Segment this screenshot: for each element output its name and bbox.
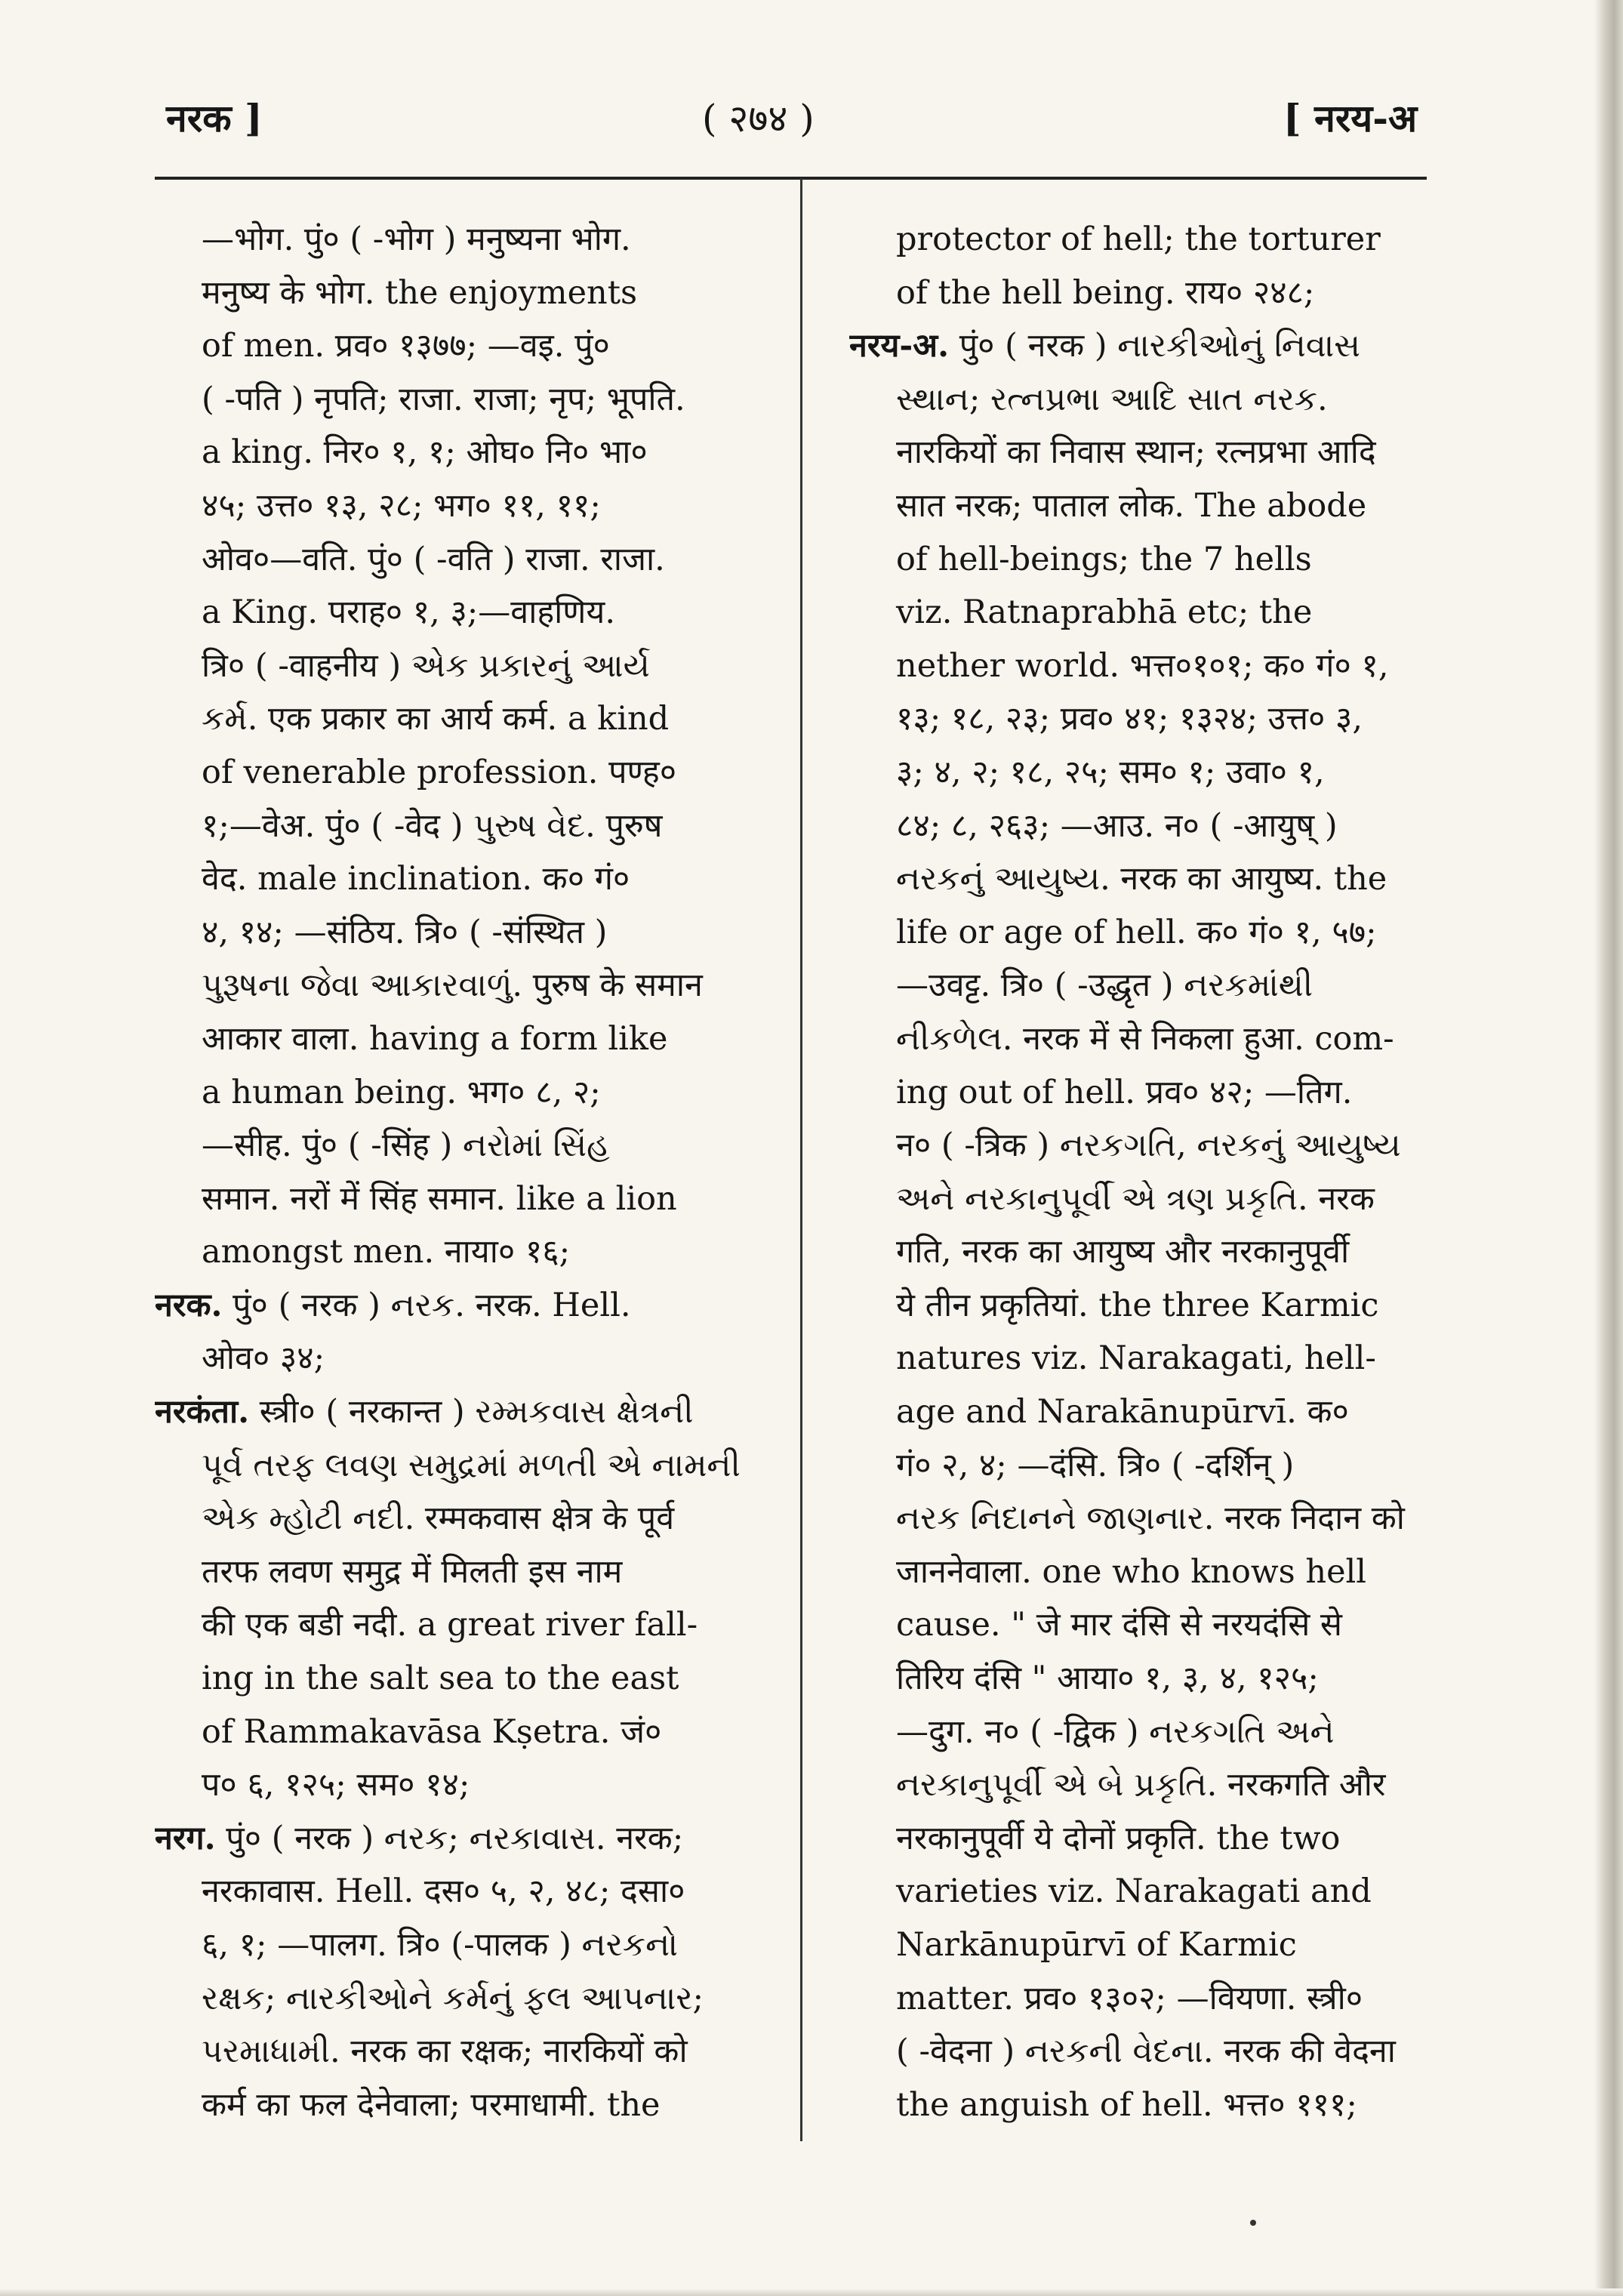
page-number: ( २७४ ) bbox=[702, 97, 815, 140]
page-header bbox=[0, 85, 1623, 153]
entry-text-line: ing out of hell. प्रव० ४२; —तिग. bbox=[896, 1073, 1353, 1111]
right-column bbox=[849, 213, 1482, 2131]
ink-speck bbox=[1250, 2220, 1256, 2226]
entry-text-line: amongst men. नाया० १६; bbox=[202, 1233, 571, 1271]
entry-text-line: the anguish of hell. भत्त० १११; bbox=[896, 2085, 1357, 2124]
entry-text-line: ४५; उत्त० १३, २८; भग० ११, ११; bbox=[202, 486, 601, 525]
entry-headword-line: नरक. पुं० ( नरक ) નરક. नरक. Hell. bbox=[155, 1286, 631, 1324]
headword: नरय-अ. bbox=[849, 327, 950, 365]
entry-text-line: तिरिय दंसि " आया० १, ३, ४, १२५; bbox=[896, 1660, 1319, 1698]
entry-text-line: નરક નિદાનને જાણનાર. नरक निदान को bbox=[896, 1499, 1405, 1538]
header-left-guideword: नरक ] bbox=[166, 96, 263, 140]
entry-text-line: १;—वेअ. पुं० ( -वेद ) પુરુષ વેદ. पुरुष bbox=[202, 806, 663, 845]
entry-text-line: કર્મ. एक प्रकार का आर्य कर्म. a kind bbox=[202, 700, 670, 738]
entry-text-line: कर्म का फल देनेवाला; परमाधामी. the bbox=[202, 2085, 661, 2124]
entry-text-line: of the hell being. राय० २४८; bbox=[896, 273, 1315, 312]
entry-text-line: of hell-beings; the 7 hells bbox=[896, 540, 1312, 578]
entry-text-line: of Rammakavāsa Kṣetra. जं० bbox=[202, 1712, 662, 1751]
entry-text-line: life or age of hell. क० गं० १, ५७; bbox=[896, 913, 1377, 951]
entry-text-line: એક મ્હોટી નદી. रम्मकवास क्षेत्र के पूर्व bbox=[202, 1499, 675, 1538]
entry-text-line: સ્થાન; રત્નપ્રભા આદિ સાત નરક. bbox=[896, 380, 1328, 418]
entry-text-line: —दुग. न० ( -द्विक ) નરકગતિ અને bbox=[896, 1712, 1335, 1751]
entry-text-line: १३; १८, २३; प्रव० ४१; १३२४; उत्त० ३, bbox=[896, 700, 1363, 738]
entry-text-line: आकार वाला. having a form like bbox=[202, 1019, 668, 1058]
entry-text-line: तरफ लवण समुद्र में मिलती इस नाम bbox=[202, 1552, 623, 1591]
entry-text-line: ( -वेदना ) નરકની વેદના. नरक की वेदना bbox=[896, 2032, 1396, 2071]
entry-text-line: ६, १; —पालग. त्रि० (-पालक ) નરકનો bbox=[202, 1926, 678, 1964]
entry-text-line: जाननेवाला. one who knows hell bbox=[896, 1552, 1367, 1591]
entry-headword-line: नरग. पुं० ( नरक ) નરક; નરકાવાસ. नरक; bbox=[155, 1819, 684, 1857]
entry-text-line: age and Narakānupūrvī. क० bbox=[896, 1393, 1349, 1432]
header-rule bbox=[155, 177, 1427, 180]
entry-text-line: a King. पराह० १, ३;—वाहणिय. bbox=[202, 593, 616, 632]
entry-text-line: मनुष्य के भोग. the enjoyments bbox=[202, 273, 638, 312]
entry-text-line: of men. प्रव० १३७७; —वइ. पुं० bbox=[202, 327, 610, 365]
entry-text-line: सात नरक; पाताल लोक. The abode bbox=[896, 486, 1367, 525]
entry-text-line: न० ( -त्रिक ) નરકગતિ, નરકનું આયુષ્ય bbox=[896, 1126, 1401, 1165]
left-column bbox=[155, 213, 787, 2131]
entry-headword-line: नरकंता. स्त्री० ( नरकान्त ) રમ્મકવાસ ક્ષેત્રની bbox=[155, 1393, 694, 1432]
entry-text-line: nether world. भत्त०१०१; क० गं० १, bbox=[896, 646, 1389, 685]
entry-text-line: समान. नरों में सिंह समान. like a lion bbox=[202, 1179, 677, 1218]
entry-text-line: प० ६, १२५; सम० १४; bbox=[202, 1766, 470, 1804]
column-divider bbox=[800, 178, 802, 2141]
headword: नरकंता. bbox=[155, 1393, 250, 1432]
entry-text-line: નરકનું આયુષ્ય. नरक का आयुष्य. the bbox=[896, 860, 1387, 898]
entry-text-line: રક્ષક; નારકીઓને કર્મનું ફલ આપનાર; bbox=[202, 1979, 704, 2017]
entry-text-line: ओव० ३४; bbox=[202, 1339, 325, 1378]
entry-text-line: cause. " जे मार दंसि से नरयदंसि से bbox=[896, 1606, 1343, 1644]
entry-text-line: of venerable profession. पण्ह० bbox=[202, 753, 677, 791]
entry-text-line: ओव०—वति. पुं० ( -वति ) राजा. राजा. bbox=[202, 540, 665, 578]
entry-text-line: ( -पति ) नृपति; राजा. राजा; नृप; भूपति. bbox=[202, 380, 685, 418]
entry-text-line: नारकियों का निवास स्थान; रत्नप्रभा आदि bbox=[896, 433, 1376, 472]
headword: नरक. bbox=[155, 1286, 223, 1324]
header-right-guideword: [ नरय-अ bbox=[1283, 96, 1418, 140]
entry-text-line: natures viz. Narakagati, hell- bbox=[896, 1339, 1376, 1378]
page-bottom-edge bbox=[0, 2288, 1623, 2296]
entry-text-line: नरकानुपूर्वी ये दोनों प्रकृति. the two bbox=[896, 1819, 1341, 1857]
entry-text-line: ing in the salt sea to the east bbox=[202, 1660, 679, 1698]
entry-text-line: —उवट्ट. त्रि० ( -उद्धृत ) નરકમાંથી bbox=[896, 966, 1313, 1005]
entry-text-line: गति, नरक का आयुष्य और नरकानुपूर्वी bbox=[896, 1233, 1350, 1271]
entry-text-line: त्रि० ( -वाहनीय ) એક પ્રકારનું આર્ય bbox=[202, 646, 650, 685]
entry-text-line: —सीह. पुं० ( -सिंह ) નરોમાં સિંહ bbox=[202, 1126, 610, 1165]
entry-text-line: —भोग. पुं० ( -भोग ) मनुष्यना भोग. bbox=[202, 220, 631, 258]
entry-text-line: matter. प्रव० १३०२; —वियणा. स्त्री० bbox=[896, 1979, 1363, 2017]
entry-text-line: गं० २, ४; —दंसि. त्रि० ( -दर्शिन् ) bbox=[896, 1446, 1295, 1484]
entry-text-line: પુરૂષના જેવા આકારવાળું. पुरुष के समान bbox=[202, 966, 703, 1005]
entry-text-line: varieties viz. Narakagati and bbox=[896, 1872, 1372, 1911]
headword: नरग. bbox=[155, 1819, 216, 1857]
entry-text-line: a king. निर० १, १; ओघ० नि० भा० bbox=[202, 433, 648, 472]
entry-text-line: ये तीन प्रकृतियां. the three Karmic bbox=[896, 1286, 1379, 1324]
entry-text-line: नरकावास. Hell. दस० ५, २, ४८; दसा० bbox=[202, 1872, 685, 1911]
entry-text-line: પરમાધામી. नरक का रक्षक; नारकियों को bbox=[202, 2032, 688, 2071]
entry-text-line: નીકળેલ. नरक में से निकला हुआ. com- bbox=[896, 1019, 1394, 1058]
entry-text-line: ४, १४; —संठिय. त्रि० ( -संस्थित ) bbox=[202, 913, 608, 951]
entry-text-line: वेद. male inclination. क० गं० bbox=[202, 860, 630, 898]
entry-text-line: ३; ४, २; १८, २५; सम० १; उवा० १, bbox=[896, 753, 1325, 791]
page-edge-shadow bbox=[1594, 0, 1623, 2296]
entry-text-line: અને નરકાનુપૂર્વી એ ત્રણ પ્રકૃતિ. नरक bbox=[896, 1179, 1375, 1218]
entry-text-line: protector of hell; the torturer bbox=[896, 220, 1381, 258]
entry-text-line: viz. Ratnaprabhā etc; the bbox=[896, 593, 1313, 632]
entry-text-line: પૂર્વ તરફ લવણ સમુદ્રમાં મળતી એ નામની bbox=[202, 1446, 741, 1484]
entry-text-line: નરકાનુપૂર્વી એ બે પ્રકૃતિ. नरकगति और bbox=[896, 1766, 1386, 1804]
entry-text-line: ८४; ८, २६३; —आउ. न० ( -आयुष् ) bbox=[896, 806, 1338, 845]
entry-text-line: a human being. भग० ८, २; bbox=[202, 1073, 601, 1111]
entry-text-line: की एक बडी नदी. a great river fall- bbox=[202, 1606, 698, 1644]
entry-headword-line: नरय-अ. पुं० ( नरक ) નારકીઓનું નિવાસ bbox=[849, 327, 1360, 365]
entry-text-line: Narkānupūrvī of Karmic bbox=[896, 1926, 1297, 1964]
